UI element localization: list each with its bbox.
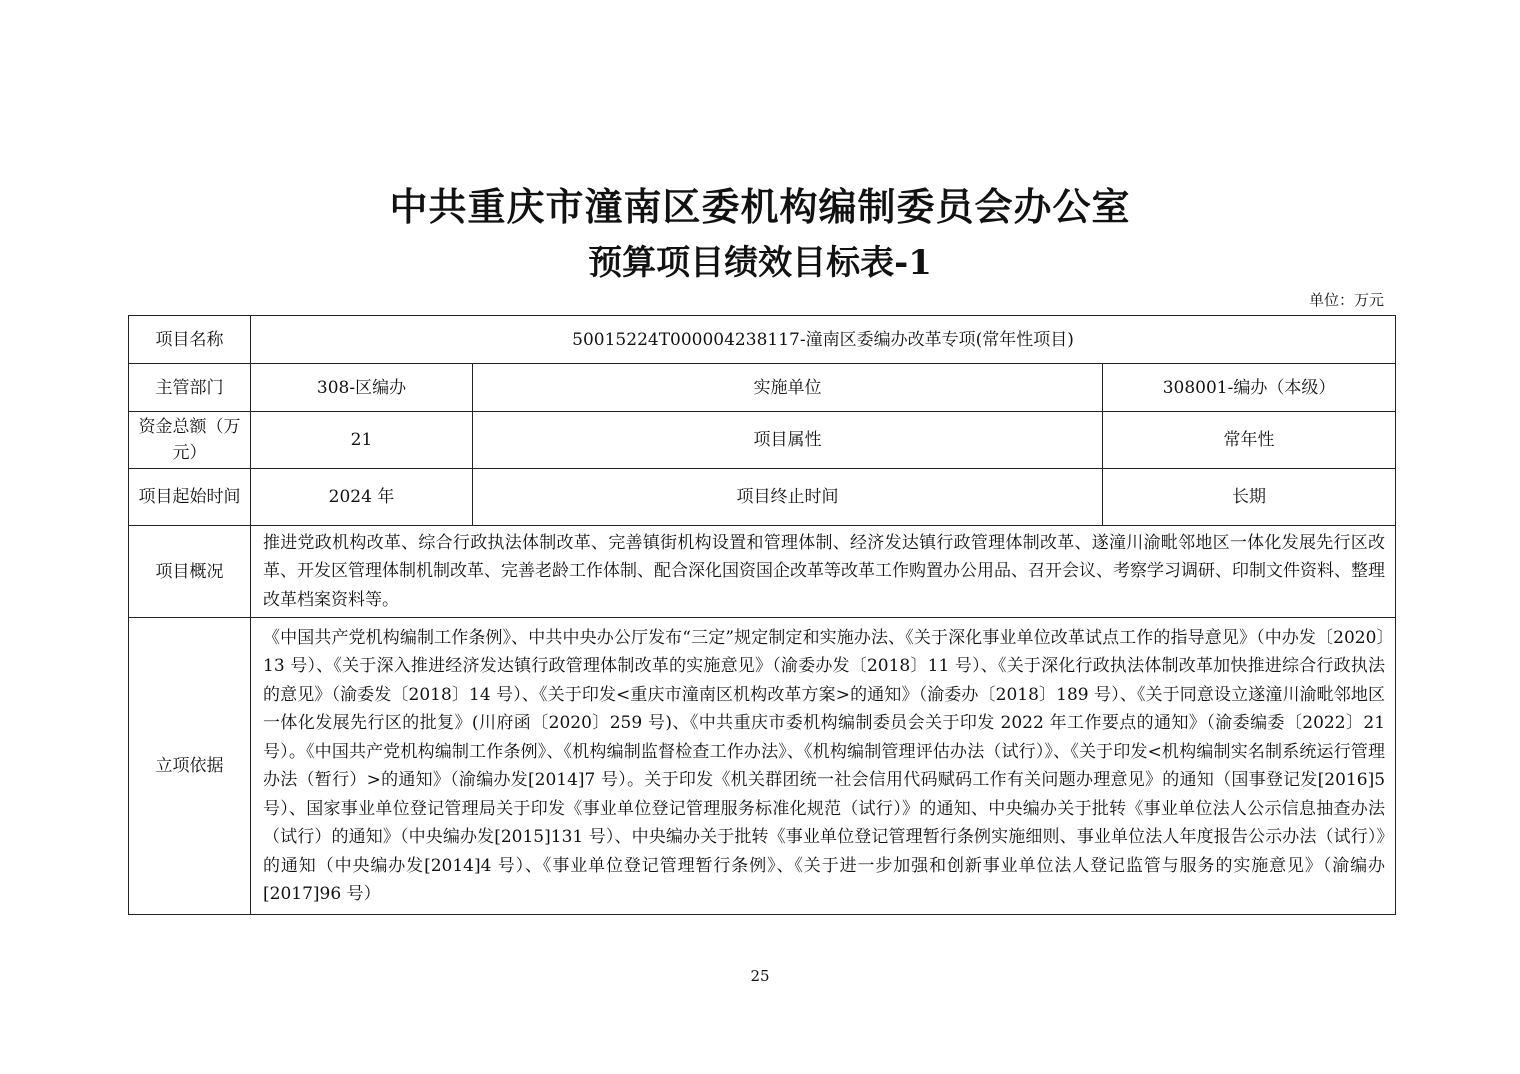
overview-value: 推进党政机构改革、综合行政执法体制改革、完善镇街机构设置和管理体制、经济发达镇行政管理体制改革、遂潼川渝毗邻地区一体化发展先行区改革、开发区管理体制机制改革、完善老龄工作体制、配合深化国资国企改革等改革工作购置办公用品、召开会议、考察学习调研、印制文件资料、整理改革档案资料等。 <box>251 526 1396 618</box>
attr-value: 常年性 <box>1103 412 1396 469</box>
document-subtitle: 预算项目绩效目标表-1 <box>588 243 932 283</box>
dept-value: 308-区编办 <box>251 364 473 412</box>
unit-note: 单位：万元 <box>1308 291 1384 309</box>
impl-value: 308001-编办（本级） <box>1103 364 1396 412</box>
basis-label: 立项依据 <box>129 618 251 915</box>
dept-label: 主管部门 <box>129 364 251 412</box>
attr-label: 项目属性 <box>473 412 1103 469</box>
end-value: 长期 <box>1103 469 1396 526</box>
fund-label: 资金总额（万元） <box>129 412 251 469</box>
document-title: 中共重庆市潼南区委机构编制委员会办公室 <box>389 184 1131 229</box>
fund-value: 21 <box>251 412 473 469</box>
start-value: 2024 年 <box>251 469 473 526</box>
project-name-value: 50015224T000004238117-潼南区委编办改革专项(常年性项目) <box>251 316 1396 364</box>
row-project-name <box>129 316 1396 364</box>
row-basis <box>129 618 1396 915</box>
impl-label: 实施单位 <box>473 364 1103 412</box>
start-label: 项目起始时间 <box>129 469 251 526</box>
end-label: 项目终止时间 <box>473 469 1103 526</box>
page-number: 25 <box>750 967 770 985</box>
basis-value: 《中国共产党机构编制工作条例》、中共中央办公厅发布“三定”规定制定和实施办法、《关于深化事业单位改革试点工作的指导意见》（中办发〔2020〕13 号）、《关于深入推进经济发达镇行政管理体制改革的实施意见》（渝委办发〔2018〕11 号）、《关于深化行政执法体制改革加快推进综合行政执法的意见》（渝委发〔2018〕14 号）、《关于印发<重庆市潼南区机构改革方案>的通知》（渝委办〔2018〕189 号）、《关于同意设立遂潼川渝毗邻地区一体化发展先行区的批复》(川府函〔2020〕259 号)、《中共重庆市委机构编制委员会关于印发 2022 年工作要点的通知》（渝委编委〔2022〕21 号）。《中国共产党机构编制工作条例》、《机构编制监督检查工作办法》、《机构编制管理评估办法（试行）》、《关于印发<机构编制实名制系统运行管理办法（暂行）>的通知》（渝编办发[2014]7 号）。关于印发《机关群团统一社会信用代码赋码工作有关问题办理意见》的通知（国事登记发[2016]5 号）、国家事业单位登记管理局关于印发《事业单位登记管理服务标准化规范（试行）》的通知、中央编办关于批转《事业单位法人公示信息抽查办法（试行）的通知》（中央编办发[2015]131 号）、中央编办关于批转《事业单位登记管理暂行条例实施细则、事业单位法人年度报告公示办法（试行）》的通知（中央编办发[2014]4 号）、《事业单位登记管理暂行条例》、《关于进一步加强和创新事业单位法人登记监管与服务的实施意见》（渝编办[2017]96 号） <box>251 618 1396 915</box>
performance-target-table <box>128 315 1396 915</box>
project-name-label: 项目名称 <box>129 316 251 364</box>
row-period <box>129 469 1396 526</box>
row-department <box>129 364 1396 412</box>
row-fund <box>129 412 1396 469</box>
overview-label: 项目概况 <box>129 526 251 618</box>
row-overview <box>129 526 1396 618</box>
